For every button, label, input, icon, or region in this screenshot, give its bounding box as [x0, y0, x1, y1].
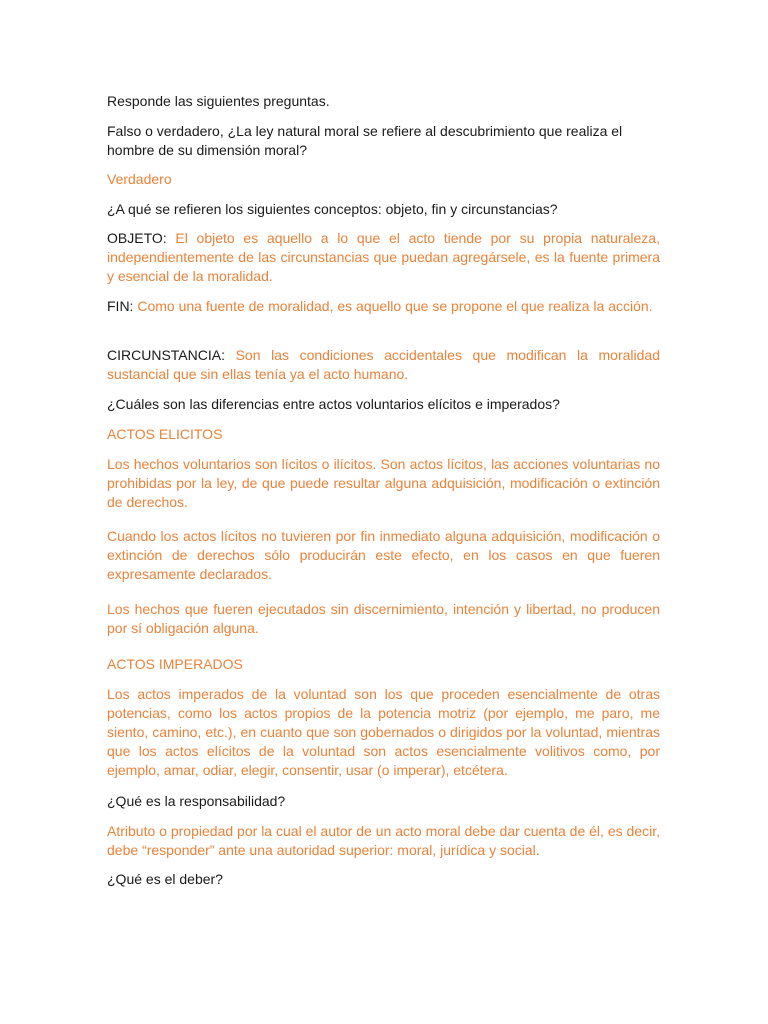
elicitos-heading: ACTOS ELICITOS [107, 426, 223, 442]
elicitos-paragraph-1: Los hechos voluntarios son lícitos o ilícitos. Son actos lícitos, las acciones voluntarias no prohibidas por la ley, de que puede resultar alguna adquisición, modificación o extinción de derechos. [107, 456, 660, 510]
question-5: ¿Qué es el deber? [107, 871, 223, 887]
objeto-definition: El objeto es aquello a lo que el acto tiende por su propia naturaleza, independientemente de las circunstancias que puedan agregársele, es la fuente primera y esencial de la moralidad. [107, 230, 660, 284]
question-3: ¿Cuáles son las diferencias entre actos voluntarios elícitos e imperados? [107, 396, 560, 412]
circunstancia-definition: Son las condiciones accidentales que modifican la moralidad sustancial que sin ellas tenía ya el acto humano. [107, 347, 660, 382]
imperados-paragraph: Los actos imperados de la voluntad son los que proceden esencialmente de otras potencias, como los actos propios de la potencia motriz (por ejemplo, me paro, me siento, camino, etc.), en cuanto que son gobernados o dirigidos por la voluntad, mientras que los actos elícitos de la voluntad son actos esencialmente volitivos como, por ejemplo, amar, odiar, elegir, consentir, usar (o imperar), etcétera. [107, 686, 660, 778]
fin-term: FIN: [107, 298, 134, 314]
circunstancia-paragraph [107, 346, 660, 384]
question-4: ¿Qué es la responsabilidad? [107, 793, 286, 809]
fin-paragraph [107, 297, 660, 316]
answer-4: Atributo o propiedad por la cual el autor de un acto moral debe dar cuenta de él, es decir, debe “responder” ante una autoridad superior: moral, jurídica y social. [107, 823, 660, 858]
question-1: Falso o verdadero, ¿La ley natural moral se refiere al descubrimiento que realiza el hombre de su dimensión moral? [107, 123, 623, 158]
intro-text: Responde las siguientes preguntas. [107, 93, 330, 109]
circunstancia-term: CIRCUNSTANCIA: [107, 347, 225, 363]
imperados-heading: ACTOS IMPERADOS [107, 656, 243, 672]
answer-1: Verdadero [107, 171, 172, 187]
elicitos-paragraph-3: Los hechos que fueren ejecutados sin discernimiento, intención y libertad, no producen por sí obligación alguna. [107, 601, 660, 636]
elicitos-paragraph-2: Cuando los actos lícitos no tuvieren por fin inmediato alguna adquisición, modificación o extinción de derechos sólo producirán este efecto, en los casos en que fueren expresamente declarados. [107, 528, 660, 582]
question-2: ¿A qué se refieren los siguientes conceptos: objeto, fin y circunstancias? [107, 201, 558, 217]
objeto-paragraph [107, 229, 660, 286]
objeto-term: OBJETO: [107, 230, 167, 246]
fin-definition: Como una fuente de moralidad, es aquello que se propone el que realiza la acción. [133, 298, 653, 314]
